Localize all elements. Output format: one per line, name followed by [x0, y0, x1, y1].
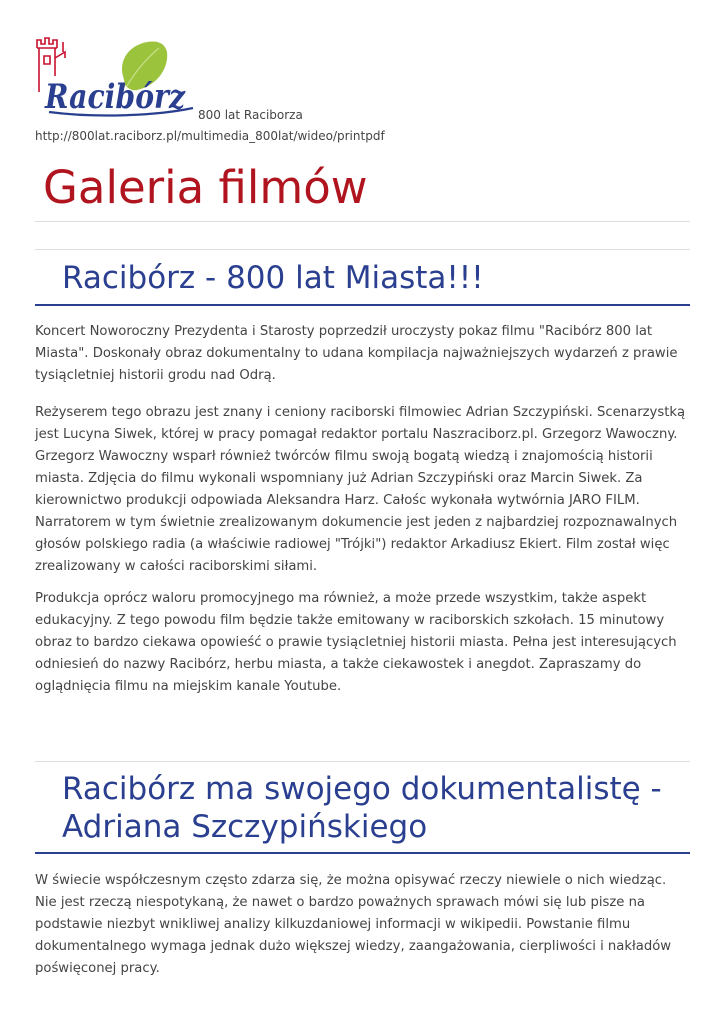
divider	[35, 221, 690, 222]
site-name: 800 lat Raciborza	[198, 108, 303, 122]
gallery-title: Galeria filmów	[43, 161, 368, 214]
article-paragraph: W świecie współczesnym często zdarza się, że można opisywać rzeczy niewiele o nich wiedząc. Nie jest rzeczą niespotykaną, że nawet o bardzo poważnych sprawach mówi się lub pisze na podstawie niezbyt wnikliwej analizy kilkuzdaniowej informacji w wikipedii. Powstanie filmu dokumentalnego wymaga jednak dużo większej wiedzy, zaangażowania, cierpliwości i nakładów poświęconej pracy.	[35, 873, 672, 976]
page-header	[35, 0, 690, 150]
article-title: Racibórz ma swojego dokumentalistę - Adriana Szczypińskiego	[62, 771, 662, 845]
logo-wordmark: Racibórz	[44, 77, 186, 117]
divider	[35, 249, 690, 250]
title-underline	[35, 304, 690, 306]
raciborz-logo	[35, 34, 200, 118]
article-paragraph: Koncert Noworoczny Prezydenta i Starosty poprzedził uroczysty pokaz filmu "Racibórz 800 lat Miasta". Doskonały obraz dokumentalny to udana kompilacja najważniejszych wydarzeń z prawie tysiącletniej historii grodu nad Odrą.	[35, 324, 678, 383]
print-page	[35, 0, 690, 976]
article-paragraph: Produkcja oprócz waloru promocyjnego ma również, a może przede wszystkim, także aspekt edukacyjny. Z tego powodu film będzie także emitowany w raciborskich szkołach. 15 minutowy obraz to bardzo ciekawa opowieść o prawie tysiącletniej historii miasta. Pełna jest interesujących odniesień do nazwy Racibórz, herbu miasta, a także ciekawostek i anegdot. Zapraszamy do oglądnięcia filmu na miejskim kanale Youtube.	[35, 591, 677, 694]
page-url: http://800lat.raciborz.pl/multimedia_800lat/wideo/printpdf	[35, 129, 385, 143]
article-title: Racibórz - 800 lat Miasta!!!	[62, 260, 484, 296]
divider	[35, 761, 690, 762]
article-paragraph: Reżyserem tego obrazu jest znany i ceniony raciborski filmowiec Adrian Szczypiński. Scenarzystką jest Lucyna Siwek, której w pracy pomagał redaktor portalu Naszraciborz.pl. Grzegorz Wawoczny. Grzegorz Wawoczny wsparł również twórców filmu swoją bogatą wiedzą i znajomością historii miasta. Zdjęcia do filmu wykonali wspomniany już Adrian Szczypiński oraz Marcin Siwek. Za kierownictwo produkcji odpowiada Aleksandra Harz. Całośc wykonała wytwórnia JARO FILM. Narratorem w tym świetnie zrealizowanym dokumencie jest jeden z najbardziej rozpoznawalnych głosów polskiego radia (a właściwie radiowej "Trójki") redaktor Arkadiusz Ekiert. Film został więc zrealizowany w całości raciborskimi siłami.	[35, 405, 686, 574]
title-underline	[35, 852, 690, 854]
